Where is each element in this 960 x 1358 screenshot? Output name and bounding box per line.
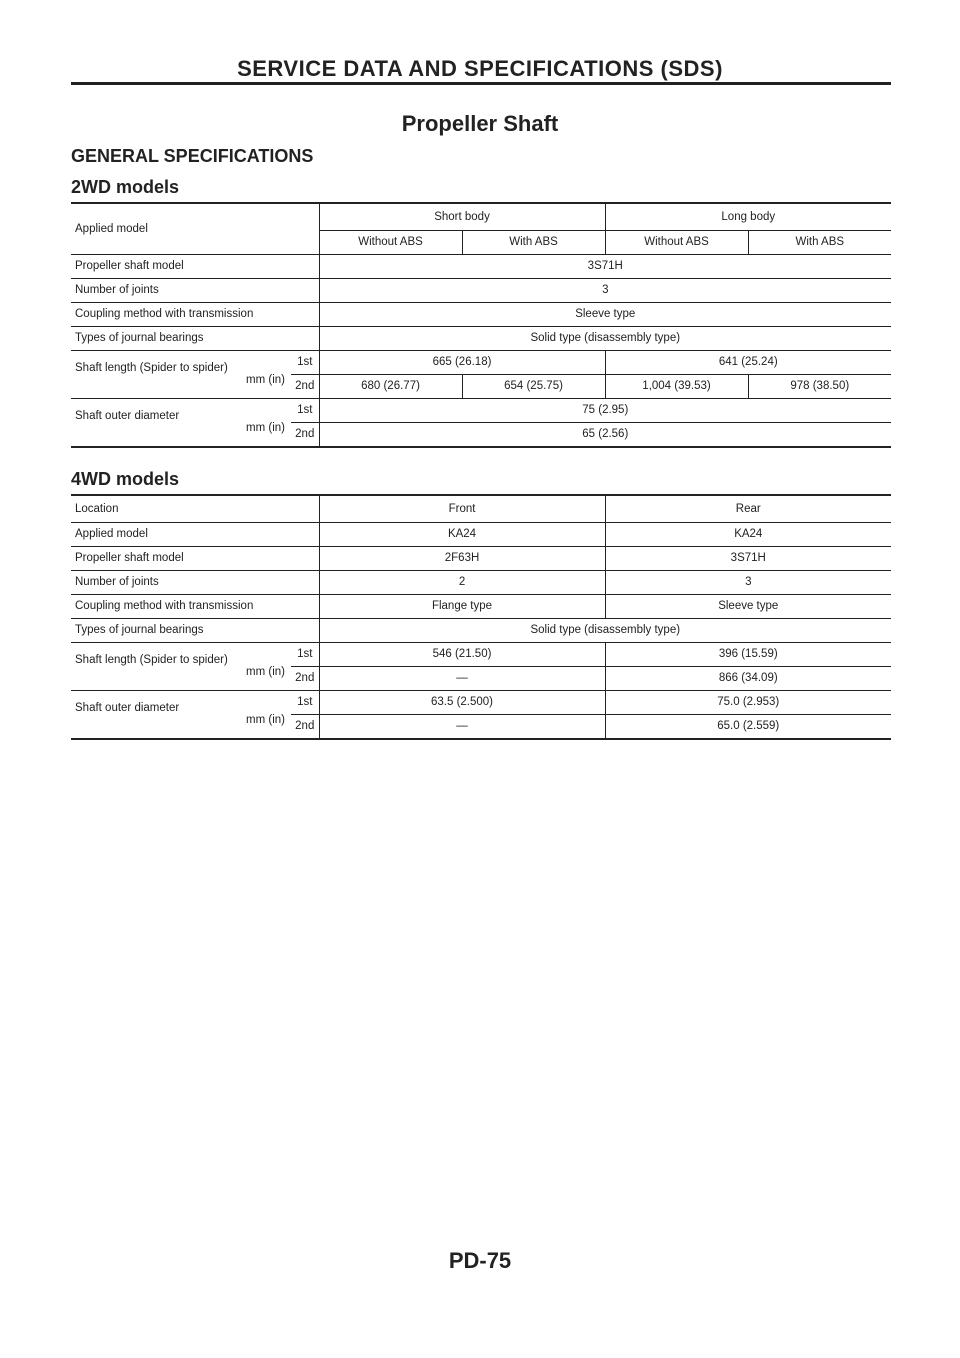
- outer-diameter-2nd-front: —: [319, 714, 605, 739]
- applied-model-front: KA24: [319, 522, 605, 546]
- outer-diameter-2nd-rear: 65.0 (2.559): [605, 714, 891, 739]
- table-4wd-specs: [71, 494, 891, 740]
- shaft-length-2nd-value: 654 (25.75): [462, 374, 605, 398]
- with-abs-header: With ABS: [748, 230, 891, 254]
- journal-bearings-label: Types of journal bearings: [71, 618, 319, 642]
- outer-diameter-unit: mm (in): [246, 714, 285, 727]
- without-abs-header: Without ABS: [319, 230, 462, 254]
- coupling-method-label: Coupling method with transmission: [71, 302, 319, 326]
- propeller-shaft-model-value: 3S71H: [319, 254, 891, 278]
- coupling-method-front: Flange type: [319, 594, 605, 618]
- table-row: [71, 326, 891, 350]
- propeller-shaft-model-rear: 3S71H: [605, 546, 891, 570]
- location-label: Location: [71, 495, 319, 522]
- applied-model-rear: KA24: [605, 522, 891, 546]
- shaft-length-label-text: Shaft length (Spider to spider): [75, 654, 228, 666]
- section-heading: GENERAL SPECIFICATIONS: [71, 146, 314, 166]
- shaft-length-2nd-value: 680 (26.77): [319, 374, 462, 398]
- header-title: SERVICE DATA AND SPECIFICATIONS (SDS): [237, 56, 723, 81]
- order-2nd: 2nd: [291, 374, 319, 398]
- table-2wd-specs: [71, 202, 891, 448]
- shaft-length-1st-rear: 396 (15.59): [605, 642, 891, 666]
- shaft-length-label: [71, 350, 291, 398]
- header-rule: [71, 82, 891, 85]
- journal-bearings-label: Types of journal bearings: [71, 326, 319, 350]
- number-of-joints-label: Number of joints: [71, 570, 319, 594]
- number-of-joints-rear: 3: [605, 570, 891, 594]
- order-1st: 1st: [291, 642, 319, 666]
- applied-model-label: Applied model: [71, 203, 319, 254]
- table-row: [71, 570, 891, 594]
- outer-diameter-label: [71, 398, 291, 447]
- table-row: [71, 203, 891, 230]
- journal-bearings-value: Solid type (disassembly type): [319, 618, 891, 642]
- shaft-length-label-text: Shaft length (Spider to spider): [75, 362, 228, 374]
- shaft-length-1st-front: 546 (21.50): [319, 642, 605, 666]
- table-row: [71, 254, 891, 278]
- shaft-length-2nd-rear: 866 (34.09): [605, 666, 891, 690]
- page-title: Propeller Shaft: [401, 111, 559, 136]
- outer-diameter-1st-front: 63.5 (2.500): [319, 690, 605, 714]
- applied-model-label: Applied model: [71, 522, 319, 546]
- shaft-length-label: [71, 642, 291, 690]
- rear-header: Rear: [605, 495, 891, 522]
- outer-diameter-1st-value: 75 (2.95): [319, 398, 891, 422]
- order-2nd: 2nd: [291, 714, 319, 739]
- outer-diameter-1st-rear: 75.0 (2.953): [605, 690, 891, 714]
- shaft-length-1st-short-body: 665 (26.18): [319, 350, 605, 374]
- table-row: [71, 522, 891, 546]
- table-row: [71, 546, 891, 570]
- table-row: [71, 618, 891, 642]
- without-abs-header: Without ABS: [605, 230, 748, 254]
- order-1st: 1st: [291, 350, 319, 374]
- table-row: [71, 350, 891, 374]
- number-of-joints-value: 3: [319, 278, 891, 302]
- number-of-joints-label: Number of joints: [71, 278, 319, 302]
- propeller-shaft-model-front: 2F63H: [319, 546, 605, 570]
- table-row: [71, 495, 891, 522]
- table-row: [71, 594, 891, 618]
- shaft-length-2nd-front: —: [319, 666, 605, 690]
- outer-diameter-2nd-value: 65 (2.56): [319, 422, 891, 447]
- heading-4wd-models: 4WD models: [71, 469, 180, 489]
- propeller-shaft-model-label: Propeller shaft model: [71, 254, 319, 278]
- order-1st: 1st: [291, 398, 319, 422]
- shaft-length-unit: mm (in): [246, 666, 285, 678]
- outer-diameter-label-text: Shaft outer diameter: [75, 410, 180, 423]
- propeller-shaft-model-label: Propeller shaft model: [71, 546, 319, 570]
- page-number: PD-75: [448, 1248, 512, 1273]
- table-row: [71, 398, 891, 422]
- outer-diameter-unit: mm (in): [246, 422, 285, 435]
- heading-2wd-models: 2WD models: [71, 177, 180, 197]
- number-of-joints-front: 2: [319, 570, 605, 594]
- shaft-length-2nd-value: 978 (38.50): [748, 374, 891, 398]
- table-row: [71, 278, 891, 302]
- order-2nd: 2nd: [291, 666, 319, 690]
- journal-bearings-value: Solid type (disassembly type): [319, 326, 891, 350]
- outer-diameter-label: [71, 690, 291, 739]
- table-row: [71, 690, 891, 714]
- shaft-length-1st-long-body: 641 (25.24): [605, 350, 891, 374]
- shaft-length-unit: mm (in): [246, 374, 285, 386]
- coupling-method-value: Sleeve type: [319, 302, 891, 326]
- outer-diameter-label-text: Shaft outer diameter: [75, 702, 180, 715]
- coupling-method-label: Coupling method with transmission: [71, 594, 319, 618]
- coupling-method-rear: Sleeve type: [605, 594, 891, 618]
- shaft-length-2nd-value: 1,004 (39.53): [605, 374, 748, 398]
- with-abs-header: With ABS: [462, 230, 605, 254]
- long-body-header: Long body: [605, 203, 891, 230]
- order-1st: 1st: [291, 690, 319, 714]
- short-body-header: Short body: [319, 203, 605, 230]
- front-header: Front: [319, 495, 605, 522]
- table-row: [71, 642, 891, 666]
- order-2nd: 2nd: [291, 422, 319, 447]
- table-row: [71, 302, 891, 326]
